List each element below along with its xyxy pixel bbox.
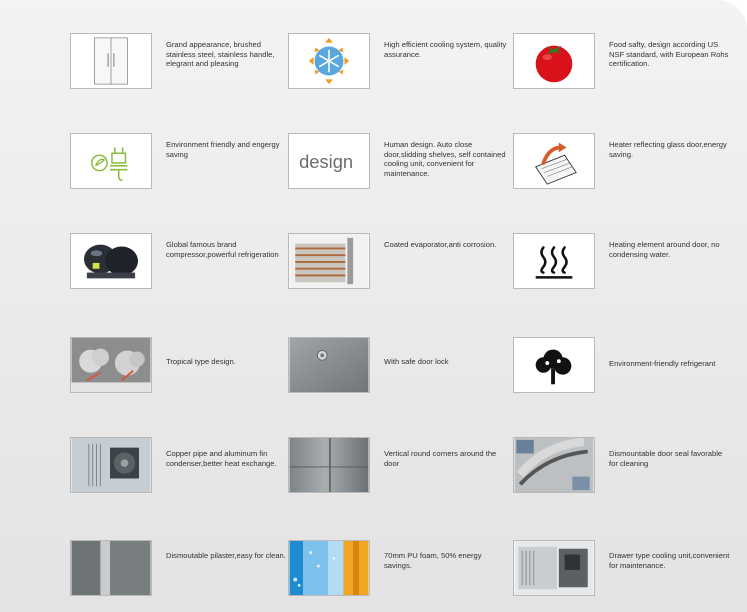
feature-food-safety [513,33,743,93]
snowflake-cooling-icon [288,33,370,89]
feature-tropical [70,337,300,397]
eco-plug-icon [70,133,152,189]
feature-heating-element [513,233,743,293]
door-lock-icon [288,337,370,393]
feature-text: Heater reflecting glass door,energy saving. [609,140,727,159]
feature-door-lock [288,337,518,397]
evaporator-icon [288,233,370,289]
condenser-icon [70,437,152,493]
feature-text: Copper pipe and aluminum fin condenser,better heat exchange. [166,449,277,468]
feature-text: 70mm PU foam, 50% energy savings. [384,551,482,570]
feature-text: Environment-friendly refrigerant [609,359,716,368]
design-logo-icon [288,133,370,189]
feature-text: High efficient cooling system, quality assurance. [384,40,507,59]
feature-compressor [70,233,300,293]
heater-glass-icon [513,133,595,189]
feature-round-corners [288,437,518,497]
feature-stainless-appearance [70,33,300,93]
feature-text: Heating element around door, no condensing water. [609,240,720,259]
double-door-cabinet-icon [70,33,152,89]
tomato-icon [513,33,595,89]
feature-text: Dismoutable pilaster,easy for clean. [166,551,286,560]
feature-text: Drawer type cooling unit,convenient for maintenance. [609,551,730,570]
feature-eco-energy [70,133,300,193]
feature-human-design [288,133,518,193]
feature-text: Dismountable door seal favorable for cleaning [609,449,723,468]
feature-pilaster [70,540,300,600]
feature-text: Human design. Auto close door,slidding shelves, self contained cooling unit, convenient for maintenance. [384,140,506,178]
feature-door-seal [513,437,743,497]
feature-text: Food safty, design according US NSF standard, with European Rohs certification. [609,40,729,69]
design-logo-text: design [299,150,354,172]
feature-drawer-unit [513,540,743,600]
round-corner-icon [288,437,370,493]
feature-condenser [70,437,300,497]
feature-text: With safe door lock [384,357,449,366]
feature-cooling-system [288,33,518,93]
feature-pu-foam [288,540,518,600]
compressor-icon [70,233,152,289]
feature-eco-refrigerant [513,337,743,397]
pilaster-icon [70,540,152,596]
feature-text: Vertical round corners around the door [384,449,497,468]
tree-eco-icon [513,337,595,393]
feature-text: Global famous brand compressor,powerful refrigeration [166,240,279,259]
drawer-cooling-unit-icon [513,540,595,596]
feature-text: Environment friendly and engergy saving [166,140,280,159]
tropical-clouds-icon [70,337,152,393]
feature-text: Grand appearance, brushed stainless steel, stainless handle, elegrant and pleasing [166,40,275,69]
pu-foam-icon [288,540,370,596]
feature-text: Tropical type design. [166,357,236,366]
feature-text: Coated evaporator,anti corrosion. [384,240,497,249]
door-seal-icon [513,437,595,493]
feature-evaporator [288,233,518,293]
feature-heater-glass [513,133,743,193]
heating-waves-icon [513,233,595,289]
